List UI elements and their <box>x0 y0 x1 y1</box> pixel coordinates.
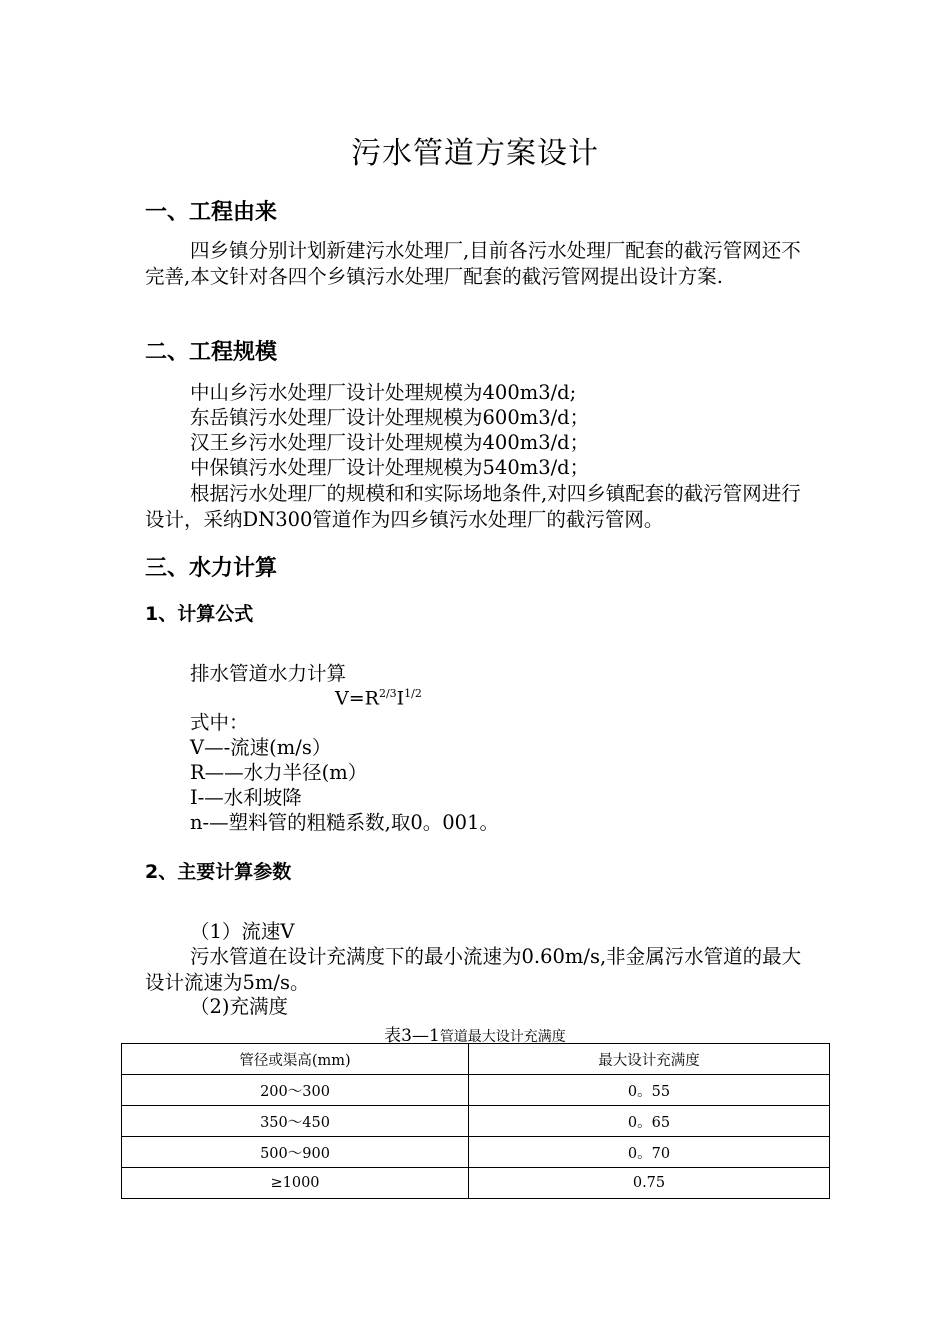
table-cell: 0。65 <box>469 1106 830 1137</box>
table-header-cell: 管径或渠高(mm) <box>122 1044 469 1075</box>
hydraulic-formula <box>335 687 422 709</box>
subsection-heading-parameters: 2、主要计算参数 <box>145 861 292 883</box>
formula-where: 式中： <box>190 711 249 734</box>
scale-paragraph: 根据污水处理厂的规模和和实际场地条件,对四乡镇配套的截污管网进行设计，采纳DN300管道作为四乡镇污水处理厂的截污管网。 <box>145 482 801 531</box>
table-cell: 0。55 <box>469 1075 830 1106</box>
table-row <box>122 1075 830 1106</box>
table-row <box>122 1168 830 1199</box>
section-heading-scale: 二、工程规模 <box>145 340 278 365</box>
velocity-paragraph: 污水管道在设计充满度下的最小流速为0.60m/s,非金属污水管道的最大设计流速为5m/s。 <box>145 945 802 994</box>
section-heading-origin: 一、工程由来 <box>145 200 278 225</box>
page-title: 污水管道方案设计 <box>351 136 599 171</box>
table-cell: 350～450 <box>122 1106 469 1137</box>
table-caption-number: 表3—1 <box>384 1026 440 1046</box>
scale-line-2: 东岳镇污水处理厂设计处理规模为600m3/d； <box>190 406 590 429</box>
table-cell: 500～900 <box>122 1137 469 1168</box>
table-caption-text: 管道最大设计充满度 <box>439 1029 566 1045</box>
fullness-table <box>121 1043 830 1199</box>
formula-exponent-1: 2/3 <box>378 687 397 700</box>
table-header-cell: 最大设计充满度 <box>469 1044 830 1075</box>
origin-paragraph: 四乡镇分别计划新建污水处理厂,目前各污水处理厂配套的截污管网还不完善,本文针对各四个乡镇污水处理厂配套的截污管网提出设计方案. <box>145 239 801 288</box>
scale-line-1: 中山乡污水处理厂设计处理规模为400m3/d; <box>190 381 577 404</box>
definition-roughness: n-—塑料管的粗糙系数,取0。001。 <box>190 811 499 834</box>
item-fullness: （2)充满度 <box>190 995 289 1018</box>
table-row <box>122 1137 830 1168</box>
definition-slope: I-—水利坡降 <box>190 786 302 809</box>
definition-velocity: V—-流速(m/s） <box>190 736 332 759</box>
table-cell: ≥1000 <box>122 1168 469 1199</box>
formula-intro: 排水管道水力计算 <box>190 662 347 685</box>
definition-radius: R——水力半径(m） <box>190 761 368 784</box>
subsection-heading-formula: 1、计算公式 <box>145 603 254 625</box>
table-row <box>122 1106 830 1137</box>
item-velocity: （1）流速V <box>190 920 295 943</box>
section-heading-hydraulic: 三、水力计算 <box>145 556 278 581</box>
table-header-row <box>122 1044 830 1075</box>
formula-exponent-2: 1/2 <box>404 687 422 700</box>
formula-base: V=R <box>335 687 379 710</box>
formula-mid: I <box>396 687 405 710</box>
scale-line-3: 汉王乡污水处理厂设计处理规模为400m3/d； <box>190 431 590 454</box>
scale-line-4: 中保镇污水处理厂设计处理规模为540m3/d； <box>190 456 590 479</box>
table-cell: 200～300 <box>122 1075 469 1106</box>
table-cell: 0.75 <box>469 1168 830 1199</box>
table-cell: 0。70 <box>469 1137 830 1168</box>
